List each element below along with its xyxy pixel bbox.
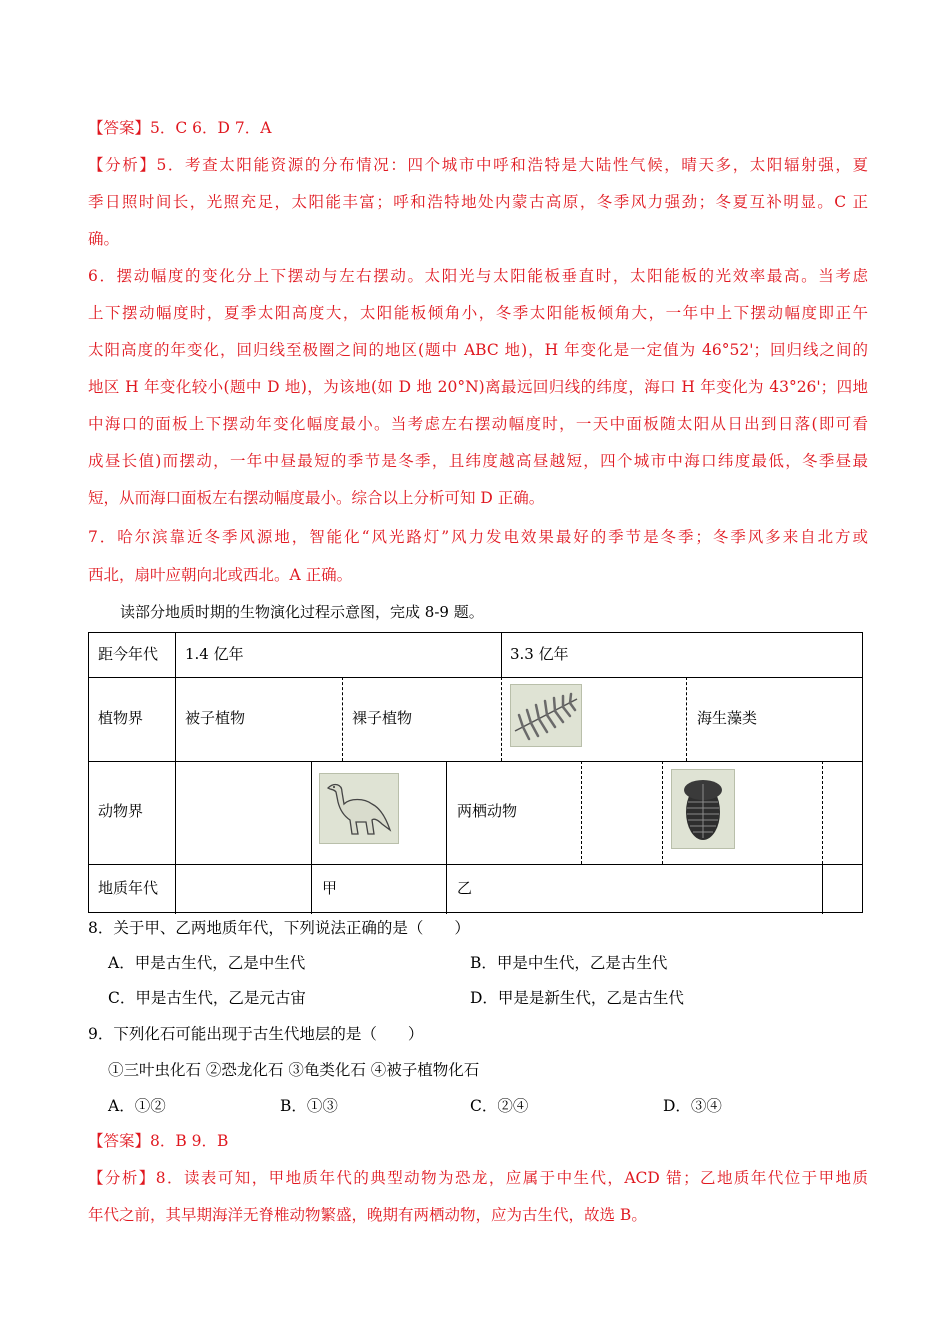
animal-amphibian: 两栖动物 xyxy=(457,802,518,820)
analysis-line: 上下摆动幅度时，夏季太阳高度大，太阳能板倾角小，冬季太阳能板倾角大，一年中上下摆动幅度即正午 xyxy=(88,304,868,322)
analysis-line: 6．摆动幅度的变化分上下摆动与左右摆动。太阳光与太阳能板垂直时，太阳能板的光效率最高。当考虑 xyxy=(88,267,868,285)
q9-option-a: A．①② xyxy=(108,1097,166,1115)
row-label-animals: 动物界 xyxy=(98,802,144,820)
q9-option-d: D．③④ xyxy=(663,1097,722,1115)
fern-fossil-icon xyxy=(510,684,582,747)
dinosaur-fossil-icon xyxy=(319,773,399,844)
analysis-line: 确。 xyxy=(88,230,120,248)
row-label-age: 距今年代 xyxy=(98,645,159,663)
year-1: 1.4 亿年 xyxy=(185,645,244,663)
analysis-line: 太阳高度的年变化，回归线至极圈之间的地区(题中 ABC 地)，H 年变化是一定值为 46°52'；回归线之间的 xyxy=(88,341,868,359)
row-label-plants: 植物界 xyxy=(98,709,144,727)
era-yi: 乙 xyxy=(457,879,473,897)
table-intro: 读部分地质时期的生物演化过程示意图，完成 8-9 题。 xyxy=(120,603,484,621)
analysis-line: 年代之前，其早期海洋无脊椎动物繁盛，晚期有两栖动物，应为古生代，故选 B。 xyxy=(88,1206,647,1224)
analysis-line: 【分析】8．读表可知，甲地质年代的典型动物为恐龙，应属于中生代，ACD 错；乙地质年代位于甲地质 xyxy=(88,1169,868,1187)
q9-stem: 9．下列化石可能出现于古生代地层的是（ ） xyxy=(88,1025,424,1043)
answer-8-9: 【答案】8．B 9．B xyxy=(88,1132,229,1150)
analysis-line: 成昼长值)而摆动，一年中昼最短的季节是冬季，且纬度越高昼越短，四个城市中海口纬度最低，冬季昼最 xyxy=(88,452,868,470)
q9-items: ①三叶虫化石 ②恐龙化石 ③龟类化石 ④被子植物化石 xyxy=(108,1061,480,1079)
analysis-line: 【分析】5．考查太阳能资源的分布情况：四个城市中呼和浩特是大陆性气候，晴天多，太阳辐射强，夏 xyxy=(88,156,868,174)
year-2: 3.3 亿年 xyxy=(510,645,569,663)
q9-option-c: C．②④ xyxy=(470,1097,529,1115)
plant-marine-algae: 海生藻类 xyxy=(697,709,758,727)
analysis-line: 季日照时间长，光照充足，太阳能丰富；呼和浩特地处内蒙古高原，冬季风力强劲；冬夏互补明显。C 正 xyxy=(88,193,868,211)
analysis-line: 中海口的面板上下摆动年变化幅度最小。当考虑左右摆动幅度时，一天中面板随太阳从日出到日落(即可看 xyxy=(88,415,868,433)
plant-angiosperm: 被子植物 xyxy=(185,709,246,727)
analysis-line: 西北，扇叶应朝向北或西北。A 正确。 xyxy=(88,566,353,584)
q8-option-c: C．甲是古生代，乙是元古宙 xyxy=(108,989,306,1007)
row-label-era: 地质年代 xyxy=(98,879,159,897)
answer-5-7: 【答案】5．C 6．D 7．A xyxy=(88,119,272,137)
q8-option-a: A．甲是古生代，乙是中生代 xyxy=(108,954,306,972)
q9-option-b: B．①③ xyxy=(280,1097,338,1115)
evolution-table xyxy=(88,632,863,913)
q8-stem: 8．关于甲、乙两地质年代，下列说法正确的是（ ） xyxy=(88,919,470,937)
era-jia: 甲 xyxy=(322,879,338,897)
q8-option-d: D．甲是是新生代，乙是古生代 xyxy=(470,989,684,1007)
analysis-line: 7．哈尔滨靠近冬季风源地，智能化“风光路灯”风力发电效果最好的季节是冬季；冬季风多来自北方或 xyxy=(88,528,868,546)
trilobite-fossil-icon xyxy=(671,769,735,849)
analysis-line: 短，从而海口面板左右摆动幅度最小。综合以上分析可知 D 正确。 xyxy=(88,489,545,507)
analysis-line: 地区 H 年变化较小(题中 D 地)，为该地(如 D 地 20°N)离最远回归线的纬度，海口 H 年变化为 43°26'；四地 xyxy=(88,378,868,396)
plant-gymnosperm: 裸子植物 xyxy=(352,709,413,727)
q8-option-b: B．甲是中生代，乙是古生代 xyxy=(470,954,668,972)
